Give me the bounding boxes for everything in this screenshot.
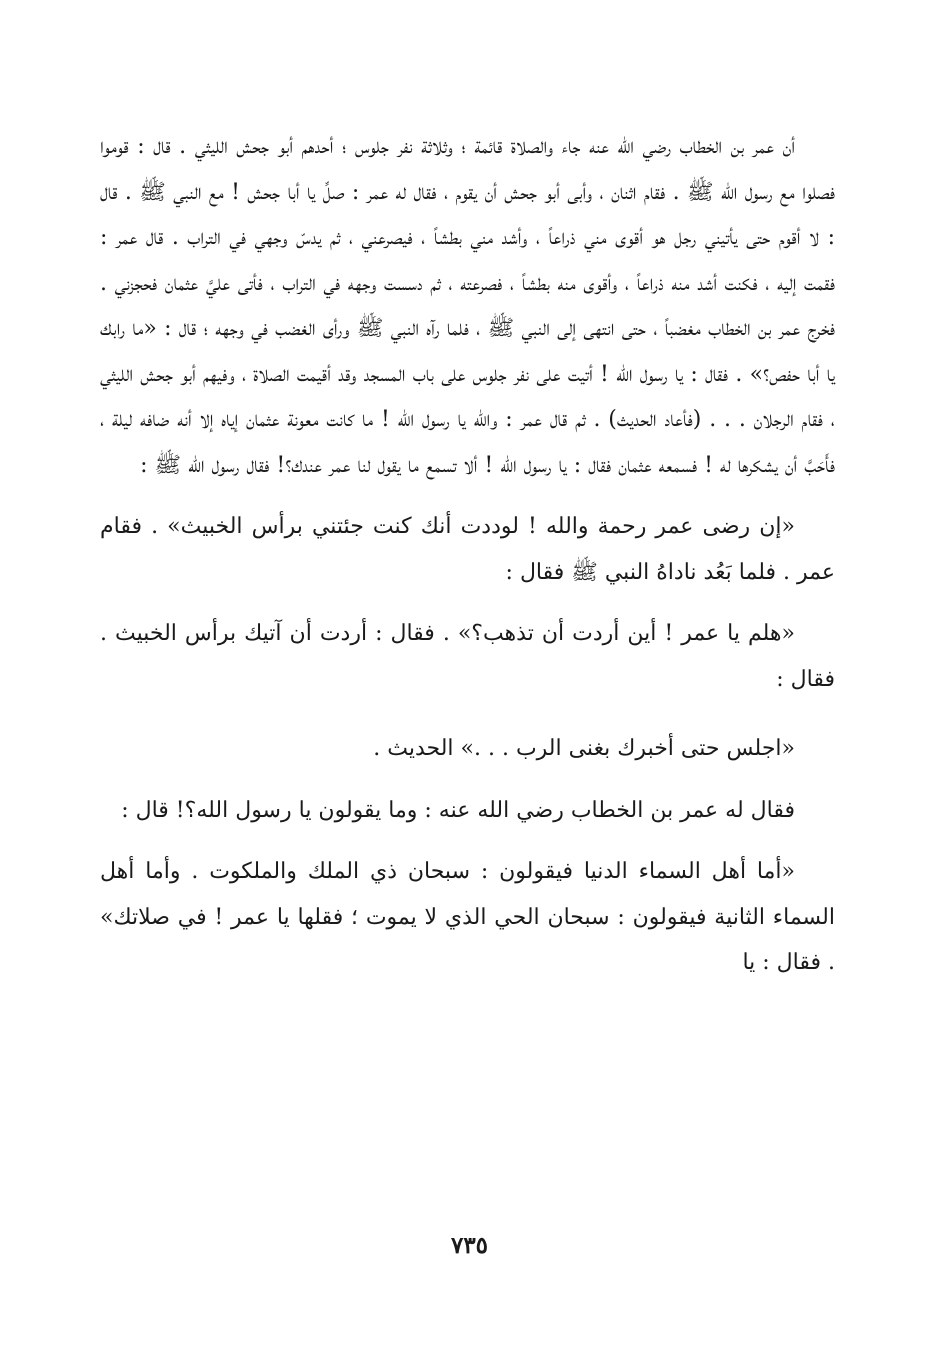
paragraph-narrative: أن عمر بن الخطاب رضي الله عنه جاء والصلاة قائمة ؛ وثلاثة نفر جلوس ؛ أحدهم أبو جحش الليثي . قال : قوموا فصلوا مع رسول الله ﷺ . فقام اثنان ، وأبى أبو جحش أن يقوم ، فقال له عمر : صلِّ يا أبا جحش ! مع النبي ﷺ . قال : لا أقوم حتى يأتيني رجل هو أقوى مني ذراعاً ، وأشد مني بطشاً ، فيصرعني ، ثم يدسّ وجهي في التراب . قال عمر : فقمت إليه ، فكنت أشد منه ذراعاً ، وأقوى منه بطشاً ، فصرعته ، ثم دسست وجهه في التراب ، فأتى عليَّ عثمان فحجزني . فخرج عمر بن الخطاب مغضباً ، حتى انتهى إلى النبي ﷺ ، فلما رآه النبي ﷺ ورأى الغضب في وجهه ؛ قال : «ما رابك يا أبا حفص؟» . فقال : يا رسول الله ! أتيت على نفر جلوس على باب المسجد وقد أقيمت الصلاة ، وفيهم أبو جحش الليثي ، فقام الرجلان . . . (فأعاد الحديث) . ثم قال عمر : والله يا رسول الله ! ما كانت معونة عثمان إياه إلا أنه ضافه ليلة ، فأَحَبَّ أن يشكرها له ! فسمعه عثمان فقال : يا رسول الله ! ألا تسمع ما يقول لنا عمر عندك؟! فقال رسول الله ﷺ : (100, 134, 835, 478)
paragraph-hadith-mention: «اجلس حتى أخبرك بغنى الرب . . .» الحديث . (373, 736, 795, 761)
page-number: ٧٣٥ (450, 1232, 489, 1259)
page-body (100, 124, 835, 986)
paragraph-heavens: «أما أهل السماء الدنيا فيقولون : سبحان ذي الملك والملكوت . وأما أهل السماء الثانية فيقولون : سبحان الحي الذي لا يموت ؛ فقلها يا عمر ! في صلاتك» . فقال : يا (100, 859, 835, 975)
paragraph-quote-prophet: «إن رضى عمر رحمة والله ! لوددت أنك كنت جئتني برأس الخبيث» . فقام عمر . فلما بَعُد ناداهُ النبي ﷺ فقال : (100, 514, 835, 585)
paragraph-question: فقال له عمر بن الخطاب رضي الله عنه : وما يقولون يا رسول الله؟! قال : (121, 797, 795, 823)
paragraph-quote-umar: «هلم يا عمر ! أين أردت أن تذهب؟» . فقال : أردت أن آتيك برأس الخبيث . فقال : (100, 621, 835, 692)
